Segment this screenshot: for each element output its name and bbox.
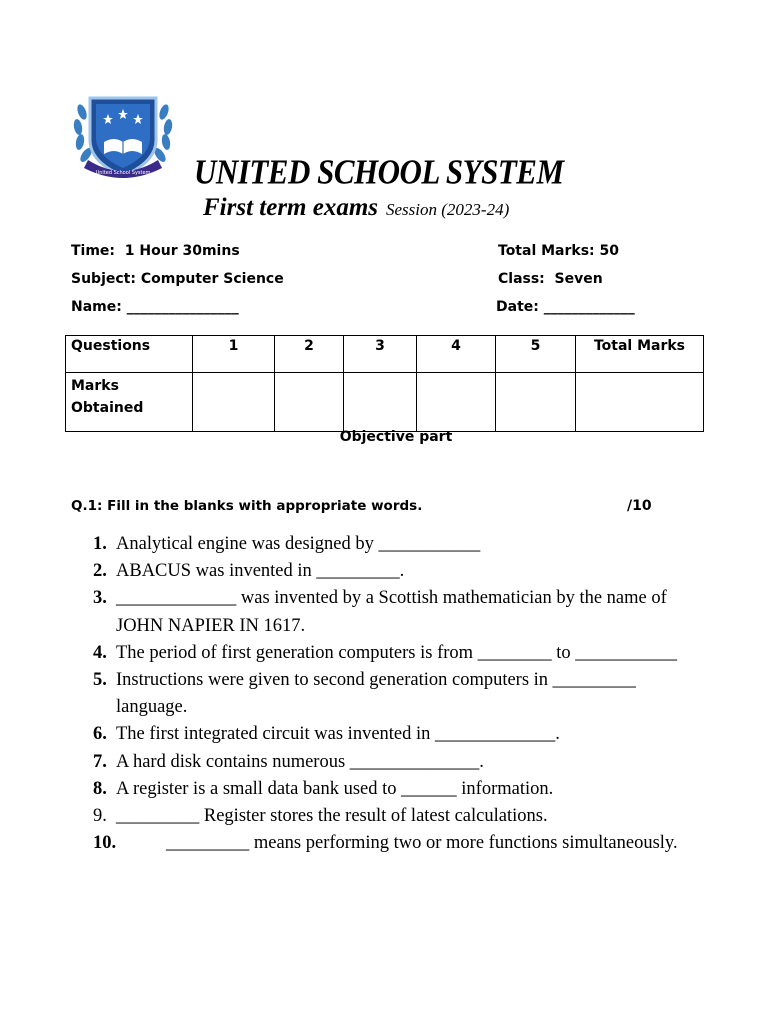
list-item: 9. _________ Register stores the result of latest calculations.: [93, 806, 548, 827]
marks-cell: [417, 373, 496, 432]
school-name: UNITED SCHOOL SYSTEM: [194, 152, 564, 192]
table-header-cell: 1: [193, 336, 275, 373]
logo-ribbon-text: United School System: [95, 170, 151, 176]
list-item: 4. The period of first generation computers is from ________ to ___________: [93, 642, 678, 663]
list-item: 1. Analytical engine was designed by ___________: [93, 534, 481, 554]
table-header-cell: 5: [496, 336, 576, 373]
table-marks-row: [66, 373, 704, 432]
table-header-cell: 4: [417, 336, 496, 373]
class-field: Class: Seven: [498, 271, 603, 287]
exam-heading: [203, 194, 509, 222]
date-field: Date: _____________: [496, 299, 635, 315]
table-header-row: [66, 336, 704, 373]
marks-cell: [576, 373, 704, 432]
table-header-cell: Total Marks: [576, 336, 704, 373]
school-logo: [68, 92, 178, 182]
subject-field: Subject: Computer Science: [71, 271, 284, 287]
list-item: 2. ABACUS was invented in _________.: [93, 561, 405, 582]
name-field: Name: ________________: [71, 299, 239, 315]
marks-obtained-label: Marks Obtained: [66, 373, 193, 432]
list-item: 5. Instructions were given to second generation computers in _________ language.: [93, 670, 636, 718]
marks-table: [65, 335, 704, 432]
question-1-marks: /10: [627, 498, 652, 514]
marks-cell: [193, 373, 275, 432]
exam-title: First term exams: [203, 194, 379, 221]
objective-part-heading: Objective part: [339, 429, 453, 445]
time-field: Time: 1 Hour 30mins: [71, 243, 240, 259]
table-header-cell: 3: [344, 336, 417, 373]
list-item: 6. The first integrated circuit was invented in _____________.: [93, 724, 560, 745]
marks-cell: [496, 373, 576, 432]
marks-cell: [275, 373, 344, 432]
table-header-cell: 2: [275, 336, 344, 373]
question-1-title: Q.1: Fill in the blanks with appropriate words.: [71, 498, 423, 514]
list-item: 7. A hard disk contains numerous ______________.: [93, 751, 484, 772]
table-header-cell: Questions: [66, 336, 193, 373]
session-label: Session (2023-24): [386, 200, 510, 219]
list-item: 10. _________ means performing two or more functions simultaneously.: [93, 833, 678, 854]
total-marks-field: Total Marks: 50: [498, 243, 620, 259]
question-list: [93, 531, 693, 857]
list-item: 3. _____________ was invented by a Scottish mathematician by the name of JOHN NAPIER IN 1617.: [93, 588, 667, 636]
list-item: 8. A register is a small data bank used to ______ information.: [93, 778, 554, 799]
marks-cell: [344, 373, 417, 432]
